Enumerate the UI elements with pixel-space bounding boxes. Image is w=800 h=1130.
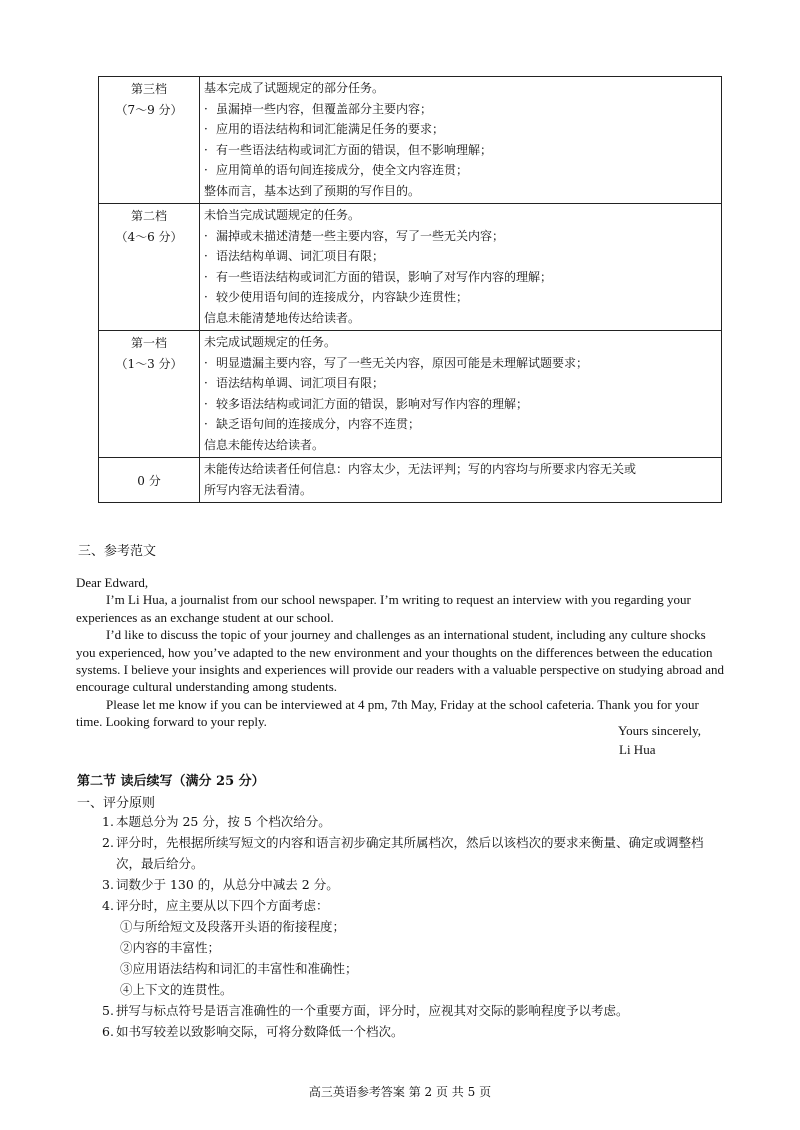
grade-description-cell bbox=[200, 331, 722, 458]
scoring-rule bbox=[102, 895, 727, 916]
grade-criterion-text: 缺乏语句间的连接成分，内容不连贯； bbox=[216, 417, 421, 431]
grade-criterion-text: 较少使用语句间的连接成分，内容缺少连贯性； bbox=[216, 290, 469, 304]
rule-number: 4. bbox=[102, 898, 114, 913]
letter-signature: Li Hua bbox=[619, 742, 656, 757]
bullet-icon: · bbox=[204, 163, 208, 177]
grade-criterion-text: 所写内容无法看清。 bbox=[204, 482, 313, 497]
bullet-icon: · bbox=[204, 290, 208, 304]
sample-letter bbox=[76, 574, 726, 731]
scoring-rules bbox=[102, 811, 727, 1042]
grade-level-cell bbox=[99, 77, 200, 204]
scoring-rule bbox=[102, 1021, 727, 1042]
letter-paragraph: I’m Li Hua, a journalist from our school newspaper. I’m writing to request an interview with you regarding your experiences as an exchange student at our school. bbox=[76, 592, 691, 625]
rule-text: 如书写较差以致影响交际，可将分数降低一个档次。 bbox=[116, 1024, 404, 1039]
grade-criterion-text: 语法结构单调、词汇项目有限； bbox=[216, 376, 385, 390]
grade-criterion-text: 语法结构单调、词汇项目有限； bbox=[216, 249, 385, 263]
grade-score-range: （4～6 分） bbox=[115, 229, 183, 244]
grade-criterion-text: 整体而言，基本达到了预期的写作目的。 bbox=[204, 183, 421, 198]
grade-criterion bbox=[204, 414, 717, 435]
grade-level-cell bbox=[99, 458, 200, 503]
letter-paragraph: Please let me know if you can be interviewed at 4 pm, 7th May, Friday at the school cafeteria. Thank you for your time. Looking forward to your reply. bbox=[76, 696, 699, 730]
letter-signoff bbox=[618, 721, 701, 759]
section-three-title: 三、参考范文 bbox=[78, 544, 157, 559]
grade-criterion bbox=[204, 205, 717, 226]
grade-criterion-text: 信息未能传达给读者。 bbox=[204, 437, 325, 452]
rule-sub-item: ③应用语法结构和词汇的丰富性和准确性； bbox=[120, 961, 358, 976]
grade-criterion-text: 基本完成了试题规定的部分任务。 bbox=[204, 81, 385, 95]
rule-number: 6. bbox=[102, 1024, 114, 1039]
grade-criterion bbox=[204, 119, 717, 140]
grade-criterion bbox=[204, 246, 717, 267]
grade-criterion bbox=[204, 99, 717, 120]
grade-score-range: （7～9 分） bbox=[115, 102, 183, 117]
grade-criterion bbox=[204, 287, 717, 308]
letter-closing: Yours sincerely, bbox=[618, 723, 702, 738]
bullet-icon: · bbox=[204, 355, 208, 370]
grade-criterion bbox=[204, 480, 717, 501]
grade-criterion bbox=[204, 226, 717, 247]
rule-number: 1. bbox=[102, 814, 114, 829]
grade-description-cell bbox=[200, 458, 722, 503]
letter-paragraph: I’d like to discuss the topic of your journey and challenges as an international student, including any culture shocks you experienced, how you’ve adapted to the new environment and your thoughts on the differences between the education systems. I believe your insights and experiences will provide our readers with a valuable perspective on studying abroad and encourage cultural understanding among students. bbox=[76, 627, 725, 695]
grade-criterion bbox=[204, 160, 717, 181]
grade-criterion-text: 有一些语法结构或词汇方面的错误，但不影响理解； bbox=[216, 142, 493, 157]
grade-level-cell bbox=[99, 204, 200, 331]
rule-number: 2. bbox=[102, 835, 114, 850]
grade-level: 0 分 bbox=[137, 473, 161, 488]
rule-text: 评分时，应主要从以下四个方面考虑： bbox=[116, 898, 329, 913]
grade-criterion bbox=[204, 353, 717, 374]
grade-criterion-text: 漏掉或未描述清楚一些主要内容，写了一些无关内容； bbox=[216, 228, 505, 243]
rule-text: 本题总分为 25 分，按 5 个档次给分。 bbox=[116, 814, 331, 829]
scoring-rule bbox=[102, 811, 727, 832]
rule-sub-item: ②内容的丰富性； bbox=[120, 940, 221, 955]
bullet-icon: · bbox=[204, 228, 208, 243]
grade-criterion bbox=[204, 459, 717, 480]
page-footer: 高三英语参考答案 第 2 页 共 5 页 bbox=[308, 1085, 492, 1099]
rule-text: 评分时，先根据所续写短文的内容和语言初步确定其所属档次，然后以该档次的要求来衡量、确定或调整档次，最后给分。 bbox=[116, 835, 704, 871]
grade-criterion bbox=[204, 267, 717, 288]
grade-level: 第一档 bbox=[130, 336, 167, 350]
bullet-icon: · bbox=[204, 122, 208, 136]
part-two-title: 第二节 读后续写（满分 25 分） bbox=[77, 774, 265, 789]
bullet-icon: · bbox=[204, 376, 208, 390]
scoring-rule bbox=[102, 832, 727, 874]
grade-score-range: （1～3 分） bbox=[115, 356, 183, 371]
rule-sub-item: ④上下文的连贯性。 bbox=[120, 982, 233, 997]
bullet-icon: · bbox=[204, 101, 208, 116]
rule-sub-item: ①与所给短文及段落开头语的衔接程度； bbox=[120, 919, 346, 934]
grade-criterion-text: 应用简单的语句间连接成分，使全文内容连贯； bbox=[216, 163, 469, 177]
grading-table bbox=[98, 76, 722, 503]
grade-criterion-text: 未能传达给读者任何信息：内容太少，无法评判；写的内容均与所要求内容无关或 bbox=[204, 462, 637, 476]
grade-criterion-text: 有一些语法结构或词汇方面的错误，影响了对写作内容的理解； bbox=[216, 269, 553, 284]
grade-criterion bbox=[204, 332, 717, 353]
grade-criterion-text: 应用的语法结构和词汇能满足任务的要求； bbox=[216, 122, 445, 136]
grade-criterion-text: 信息未能清楚地传达给读者。 bbox=[204, 310, 361, 325]
grade-description-cell bbox=[200, 204, 722, 331]
grade-criterion bbox=[204, 435, 717, 456]
grade-criterion-text: 未完成试题规定的任务。 bbox=[204, 335, 337, 349]
rule-text: 词数少于 130 的，从总分中减去 2 分。 bbox=[116, 877, 339, 892]
grade-criterion bbox=[204, 78, 717, 99]
scoring-rule bbox=[102, 874, 727, 895]
rule-number: 3. bbox=[102, 877, 114, 892]
grade-criterion bbox=[204, 181, 717, 202]
rule-text: 拼写与标点符号是语言准确性的一个重要方面，评分时，应视其对交际的影响程度予以考虑。 bbox=[116, 1003, 629, 1018]
grade-criterion bbox=[204, 308, 717, 329]
grade-description-cell bbox=[200, 77, 722, 204]
grade-criterion bbox=[204, 373, 717, 394]
bullet-icon: · bbox=[204, 417, 208, 431]
bullet-icon: · bbox=[204, 142, 208, 157]
bullet-icon: · bbox=[204, 249, 208, 263]
grade-criterion-text: 明显遗漏主要内容，写了一些无关内容，原因可能是未理解试题要求； bbox=[216, 355, 589, 370]
grading-row bbox=[99, 77, 722, 204]
scoring-rule bbox=[102, 1000, 727, 1021]
principles-title: 一、评分原则 bbox=[77, 796, 156, 811]
grade-level-cell bbox=[99, 331, 200, 458]
grade-criterion-text: 未恰当完成试题规定的任务。 bbox=[204, 208, 361, 222]
grade-criterion bbox=[204, 140, 717, 161]
grade-criterion-text: 虽漏掉一些内容，但覆盖部分主要内容； bbox=[216, 101, 433, 116]
grading-row bbox=[99, 204, 722, 331]
grade-criterion bbox=[204, 394, 717, 415]
grade-level: 第三档 bbox=[130, 82, 167, 96]
grade-criterion-text: 较多语法结构或词汇方面的错误，影响对写作内容的理解； bbox=[216, 396, 529, 411]
letter-greeting: Dear Edward, bbox=[76, 575, 149, 590]
bullet-icon: · bbox=[204, 396, 208, 411]
grading-row bbox=[99, 331, 722, 458]
grade-level: 第二档 bbox=[130, 209, 167, 223]
bullet-icon: · bbox=[204, 269, 208, 284]
rule-number: 5. bbox=[102, 1003, 114, 1018]
grading-row bbox=[99, 458, 722, 503]
